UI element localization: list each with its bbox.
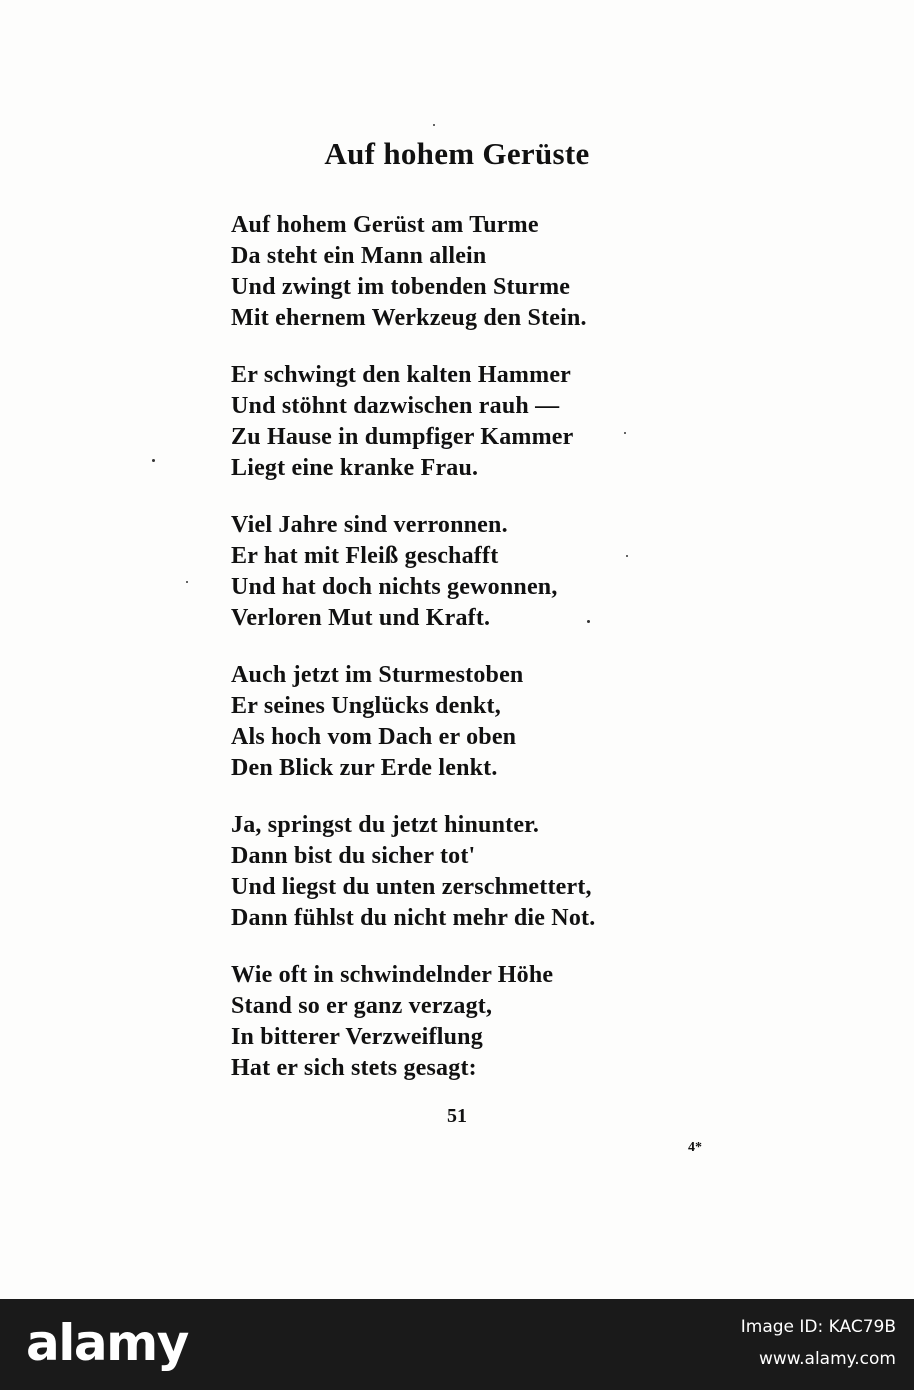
- print-speck: [433, 124, 435, 126]
- poem-body: [231, 210, 701, 1110]
- print-speck: [587, 620, 590, 623]
- poem-line: Stand so er ganz verzagt,: [231, 993, 493, 1019]
- poem-line: Wie oft in schwindelnder Höhe: [231, 962, 554, 988]
- print-speck: [626, 555, 628, 557]
- stanza: [231, 660, 701, 784]
- poem-line: Auch jetzt im Sturmestoben: [231, 662, 524, 688]
- poem-line: Ja, springst du jetzt hinunter.: [231, 812, 540, 838]
- poem-line: Und liegst du unten zerschmettert,: [231, 874, 592, 900]
- poem-line: Er seines Unglücks denkt,: [231, 693, 501, 719]
- page-number: 51: [447, 1105, 467, 1127]
- poem-line: Und zwingt im tobenden Sturme: [231, 274, 571, 300]
- poem-line: Und hat doch nichts gewonnen,: [231, 574, 558, 600]
- poem-line: In bitterer Verzweiflung: [231, 1024, 483, 1050]
- poem-line: Liegt eine kranke Frau.: [231, 455, 479, 481]
- poem-line: Den Blick zur Erde lenkt.: [231, 755, 498, 781]
- watermark-footer: [0, 1299, 914, 1390]
- poem-line: Dann fühlst du nicht mehr die Not.: [231, 905, 596, 931]
- stanza: [231, 810, 701, 934]
- print-speck: [186, 581, 188, 583]
- stanza: [231, 510, 701, 634]
- site-url: www.alamy.com: [758, 1349, 896, 1369]
- poem-line: Hat er sich stets gesagt:: [231, 1055, 477, 1081]
- poem-line: Viel Jahre sind verronnen.: [231, 512, 508, 538]
- stanza: [231, 210, 701, 334]
- poem-line: Zu Hause in dumpfiger Kammer: [231, 424, 574, 450]
- print-speck: [624, 432, 626, 434]
- stanza: [231, 960, 701, 1084]
- image-id: Image ID: KAC79B: [740, 1317, 896, 1337]
- print-speck: [152, 459, 155, 462]
- brand-logo: alamy: [26, 1314, 188, 1372]
- stanza: [231, 360, 701, 484]
- poem-line: Und stöhnt dazwischen rauh —: [231, 393, 560, 419]
- poem-line: Als hoch vom Dach er oben: [231, 724, 517, 750]
- poem-line: Er schwingt den kalten Hammer: [231, 362, 572, 388]
- poem-title: Auf hohem Gerüste: [324, 136, 590, 171]
- poem-line: Mit ehernem Werkzeug den Stein.: [231, 305, 587, 331]
- poem-line: Er hat mit Fleiß geschafft: [231, 543, 499, 569]
- signature-mark: 4*: [688, 1140, 702, 1155]
- poem-line: Auf hohem Gerüst am Turme: [231, 212, 539, 238]
- poem-line: Da steht ein Mann allein: [231, 243, 487, 269]
- poem-line: Dann bist du sicher tot': [231, 843, 476, 869]
- poem-line: Verloren Mut und Kraft.: [231, 605, 491, 631]
